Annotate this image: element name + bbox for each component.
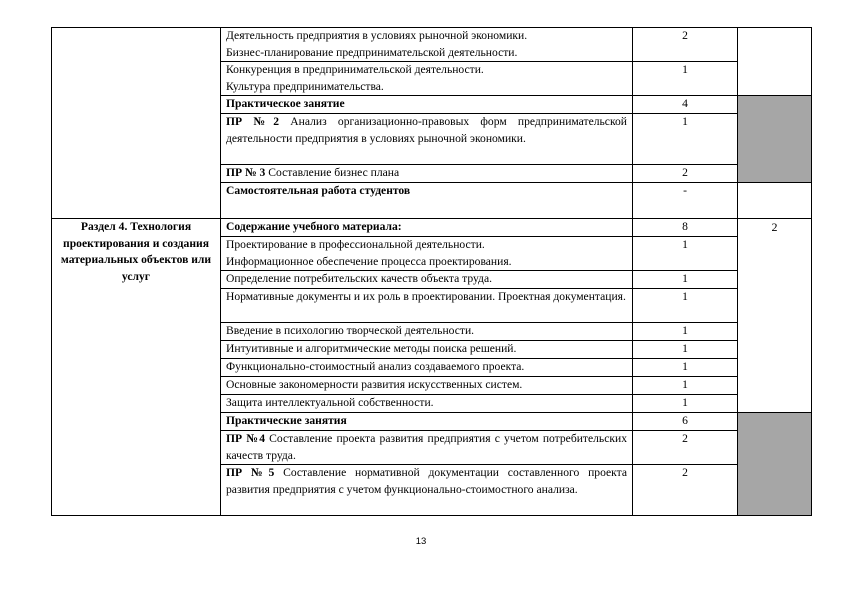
- topic-cell: Нормативные документы и их роль в проектировании. Проектная документация.: [221, 289, 633, 323]
- practice-text: Составление нормативной документации составленного проекта развития предприятия с учетом функционально-стоимостного анализа.: [226, 466, 627, 496]
- topic-cell: [221, 465, 633, 516]
- hours-cell: 2: [633, 465, 738, 516]
- topic-cell: Функционально-стоимостный анализ создаваемого проекта.: [221, 359, 633, 377]
- section-title: Раздел 4. Технология проектирования и создания материальных объектов или услуг: [52, 219, 221, 516]
- hours-cell: 2: [633, 431, 738, 465]
- topic-cell: [221, 165, 633, 183]
- section-cell-empty: [52, 28, 221, 219]
- hours-cell: 4: [633, 96, 738, 114]
- practical-heading: Практические занятия: [221, 413, 633, 431]
- topic-cell: Проектирование в профессиональной деятельности. Информационное обеспечение процесса проектирования.: [221, 237, 633, 271]
- level-cell-gray: [738, 413, 812, 516]
- topic-cell: Основные закономерности развития искусственных систем.: [221, 377, 633, 395]
- topic-cell: Определение потребительских качеств объекта труда.: [221, 271, 633, 289]
- level-cell-gray: [738, 96, 812, 183]
- self-study-heading: Самостоятельная работа студентов: [221, 183, 633, 219]
- hours-cell: -: [633, 183, 738, 219]
- topic-cell: Введение в психологию творческой деятельности.: [221, 323, 633, 341]
- hours-cell: 2: [633, 165, 738, 183]
- level-cell-empty: [738, 183, 812, 219]
- level-cell-empty: [738, 28, 812, 96]
- practice-text: Анализ организационно-правовых форм предпринимательской деятельности предприятия в условиях рыночной экономики.: [226, 115, 627, 145]
- practice-label: ПР № 3: [226, 166, 266, 179]
- topic-cell: Интуитивные и алгоритмические методы поиска решений.: [221, 341, 633, 359]
- topic-cell: Конкуренция в предпринимательской деятельности. Культура предпринимательства.: [221, 62, 633, 96]
- hours-cell: 2: [633, 28, 738, 62]
- hours-cell: 1: [633, 359, 738, 377]
- practical-heading: Практическое занятие: [221, 96, 633, 114]
- hours-cell: 1: [633, 62, 738, 96]
- hours-cell: 1: [633, 341, 738, 359]
- topic-cell: Деятельность предприятия в условиях рыночной экономики. Бизнес-планирование предпринимательской деятельности.: [221, 28, 633, 62]
- table-row: [52, 28, 812, 62]
- topic-cell: [221, 114, 633, 165]
- practice-label: ПР №4: [226, 432, 265, 445]
- practice-label: ПР №5: [226, 466, 275, 479]
- curriculum-table: [51, 27, 812, 516]
- hours-cell: 1: [633, 395, 738, 413]
- practice-label: ПР №2: [226, 115, 280, 128]
- hours-cell: 1: [633, 289, 738, 323]
- hours-cell: 8: [633, 219, 738, 237]
- table-row: [52, 219, 812, 237]
- level-value: 2: [738, 219, 812, 413]
- hours-cell: 6: [633, 413, 738, 431]
- content-heading: Содержание учебного материала:: [221, 219, 633, 237]
- topic-cell: Защита интеллектуальной собственности.: [221, 395, 633, 413]
- hours-cell: 1: [633, 271, 738, 289]
- hours-cell: 1: [633, 114, 738, 165]
- page-number: 13: [415, 536, 427, 547]
- hours-cell: 1: [633, 237, 738, 271]
- practice-text: Составление бизнес плана: [265, 166, 400, 179]
- hours-cell: 1: [633, 377, 738, 395]
- practice-text: Составление проекта развития предприятия с учетом потребительских качеств труда.: [226, 432, 627, 462]
- topic-cell: [221, 431, 633, 465]
- hours-cell: 1: [633, 323, 738, 341]
